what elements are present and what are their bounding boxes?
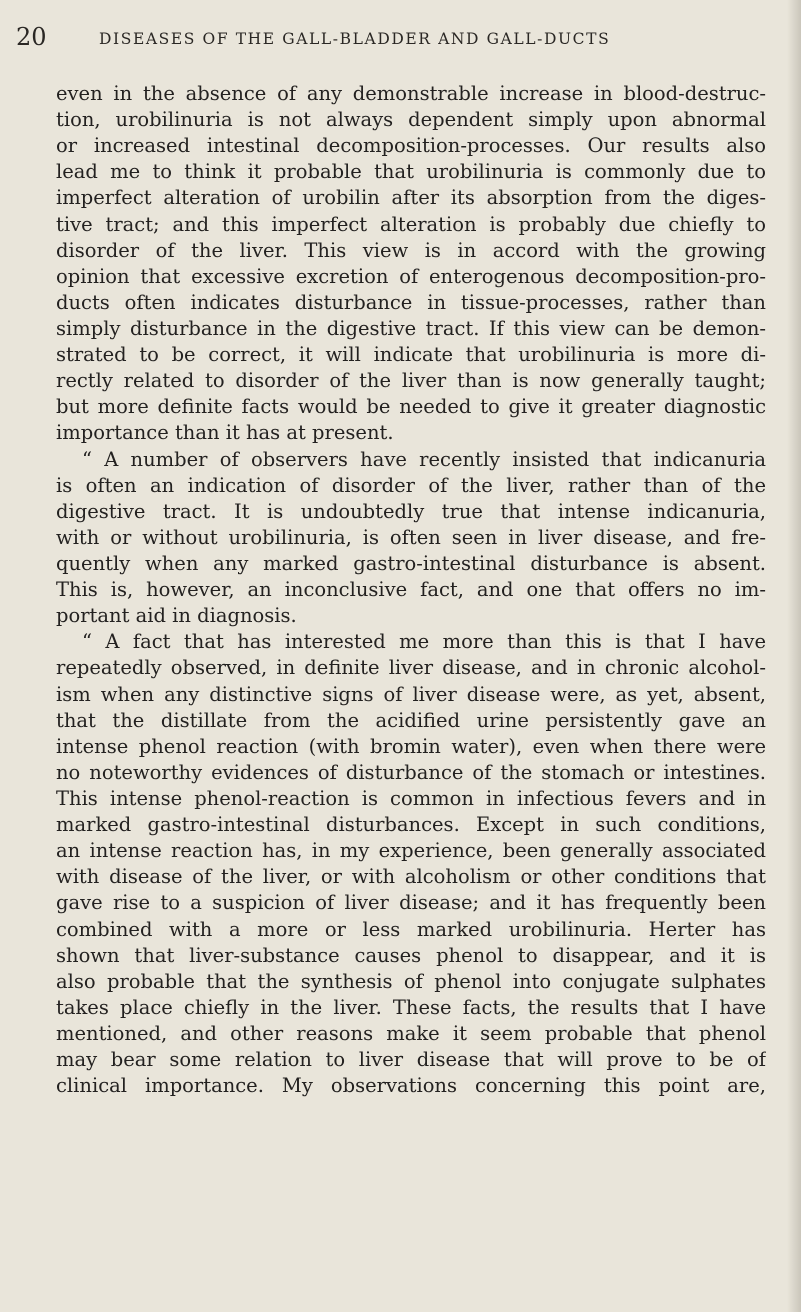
- text-line: that the distillate from the acidified urine persistently gave an: [56, 708, 766, 732]
- text-line: digestive tract. It is undoubtedly true that intense indicanuria,: [56, 499, 766, 523]
- text-line: takes place chiefly in the liver. These facts, the results that I have: [56, 995, 766, 1019]
- text-line: simply disturbance in the digestive tract. If this view can be demon-: [56, 316, 766, 340]
- text-line: disorder of the liver. This view is in accord with the growing: [56, 238, 766, 262]
- text-line: ism when any distinctive signs of liver disease were, as yet, absent,: [56, 682, 766, 706]
- text-line: an intense reaction has, in my experience, been generally associated: [56, 839, 766, 863]
- text-line: may bear some relation to liver disease that will prove to be of: [56, 1048, 766, 1072]
- text-line: or increased intestinal decomposition-processes. Our results also: [56, 134, 766, 158]
- text-line: clinical importance. My observations concerning this point are,: [56, 1074, 766, 1098]
- text-line: lead me to think it probable that urobilinuria is commonly due to: [56, 160, 766, 184]
- text-line: strated to be correct, it will indicate that urobilinuria is more di-: [56, 343, 766, 367]
- text-line: “ A fact that has interested me more than this is that I have: [82, 630, 766, 654]
- text-line: imperfect alteration of urobilin after its absorption from the diges-: [56, 186, 766, 210]
- text-line: combined with a more or less marked urobilinuria. Herter has: [56, 917, 766, 941]
- text-line: gave rise to a suspicion of liver disease; and it has frequently been: [56, 891, 766, 915]
- page-edge-shadow: [787, 0, 801, 1312]
- text-line: portant aid in diagnosis.: [56, 604, 297, 628]
- text-line: repeatedly observed, in definite liver disease, and in chronic alcohol-: [56, 656, 766, 680]
- text-line: even in the absence of any demonstrable increase in blood-destruc-: [56, 82, 766, 105]
- text-line: no noteworthy evidences of disturbance of the stomach or intestines.: [56, 760, 766, 784]
- text-line: shown that liver-substance causes phenol to disappear, and it is: [56, 943, 766, 967]
- text-line: is often an indication of disorder of the liver, rather than of the: [56, 473, 766, 497]
- text-line: tion, urobilinuria is not always dependent simply upon abnormal: [56, 108, 766, 132]
- text-line: intense phenol reaction (with bromin water), even when there were: [56, 734, 766, 758]
- text-line: This is, however, an inconclusive fact, and one that offers no im-: [56, 578, 766, 602]
- body-text: [56, 81, 766, 1099]
- text-line: tive tract; and this imperfect alteration is probably due chiefly to: [56, 212, 766, 236]
- page-number: 20: [16, 23, 47, 51]
- text-line: rectly related to disorder of the liver than is now generally taught;: [56, 369, 766, 393]
- running-head: DISEASES OF THE GALL-BLADDER AND GALL-DUCTS: [99, 30, 611, 48]
- page-header: [0, 22, 801, 52]
- text-line: with or without urobilinuria, is often seen in liver disease, and fre-: [56, 525, 766, 549]
- text-line: quently when any marked gastro-intestinal disturbance is absent.: [56, 551, 766, 575]
- text-line: but more definite facts would be needed to give it greater diagnostic: [56, 395, 766, 419]
- text-line: opinion that excessive excretion of enterogenous decomposition-pro-: [56, 264, 766, 288]
- text-line: with disease of the liver, or with alcoholism or other conditions that: [56, 865, 766, 889]
- text-line: mentioned, and other reasons make it seem probable that phenol: [56, 1021, 766, 1045]
- text-line: also probable that the synthesis of phenol into conjugate sulphates: [56, 969, 766, 993]
- text-line: importance than it has at present.: [56, 421, 394, 445]
- text-line: marked gastro-intestinal disturbances. Except in such conditions,: [56, 813, 766, 837]
- text-line: “ A number of observers have recently insisted that indicanuria: [82, 447, 766, 471]
- text-line: ducts often indicates disturbance in tissue-processes, rather than: [56, 290, 766, 314]
- text-line: This intense phenol-reaction is common in infectious fevers and in: [56, 786, 766, 810]
